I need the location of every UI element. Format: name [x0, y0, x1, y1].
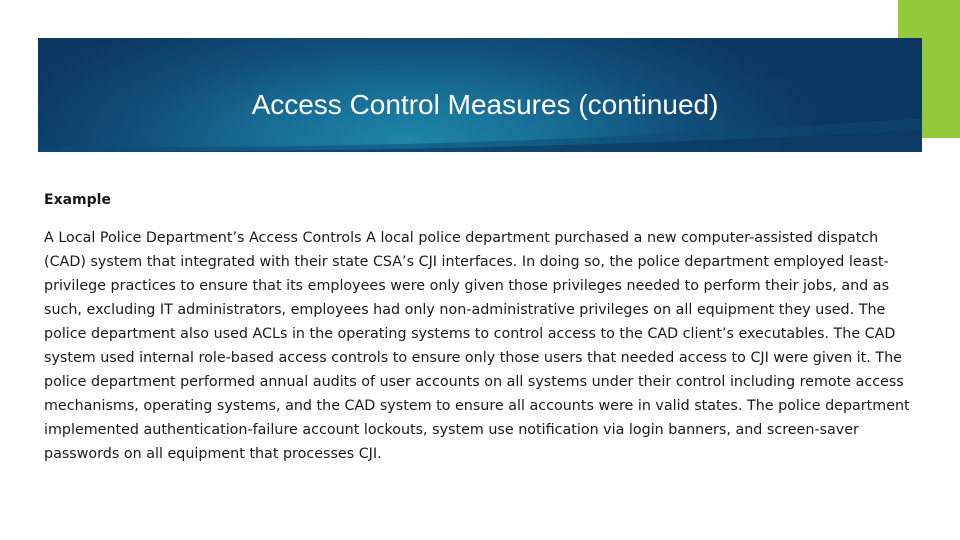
title-band — [38, 38, 922, 152]
content-area — [44, 188, 920, 466]
content-body: A Local Police Department’s Access Controls A local police department purchased a new computer-assisted dispatch (CAD) system that integrated with their state CSA’s CJI interfaces. In doing so, the police department employed least-privilege practices to ensure that its employees were only given those privileges needed to perform their jobs, and as such, excluding IT administrators, employees had only non-administrative privileges on all equipment they used. The police department also used ACLs in the operating systems to control access to the CAD client’s executables. The CAD system used internal role-based access controls to ensure only those users that needed access to CJI were given it. The police department performed annual audits of user accounts on all systems under their control including remote access mechanisms, operating systems, and the CAD system to ensure all accounts were in valid states. The police department implemented authentication-failure account lockouts, system use notification via login banners, and screen-saver passwords on all equipment that processes CJI. — [44, 230, 910, 462]
content-heading: Example — [44, 192, 111, 208]
slide-title: Access Control Measures (continued) — [251, 89, 719, 120]
